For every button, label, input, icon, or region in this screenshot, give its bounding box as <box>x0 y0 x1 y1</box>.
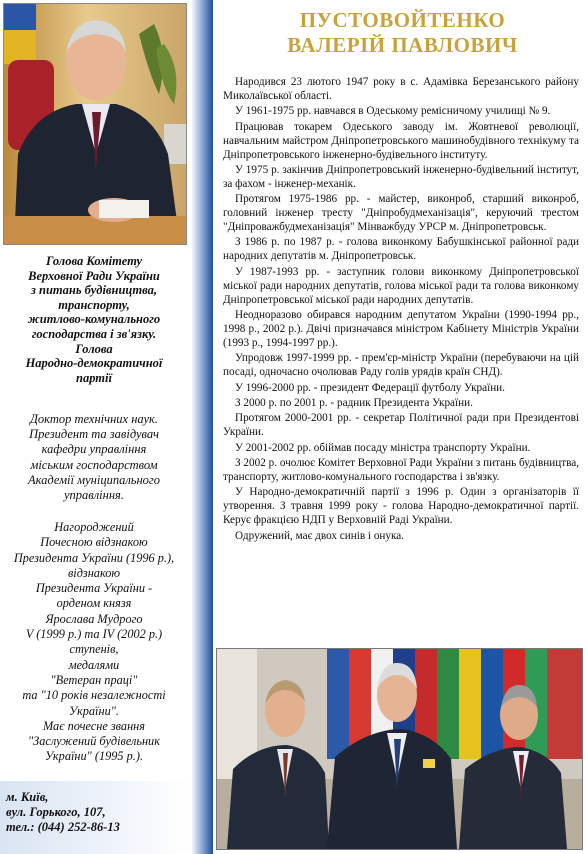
awards-text: Нагороджений Почесною відзнакою Президента України (1996 р.), відзнакою Президента України - орденом князя Ярослава Мудрого V (1999 р.) та IV (2002 р.) ступенів, медалями "Ветеран праці" та "10 років незалежності України". Має почесне звання "Заслужений будівельник України" (1995 р.). <box>13 520 175 764</box>
bio-paragraph: З 2002 р. очолює Комітет Верховної Ради України з питань будівництва, транспорту, житлово-комунального господарства і зв'язку. <box>223 457 579 483</box>
bio-paragraph: У 1987-1993 рр. - заступник голови виконкому Дніпропетровської міської ради народних депутатів, голова міської ради та голова виконкому Дніпропетровської міської ради народних депутатів. <box>223 265 579 306</box>
bio-paragraph: Протягом 1975-1986 рр. - майстер, виконроб, старший виконроб, головний інженер тресту "Дніпробудмеханізація", керуючий трестом "Дніпроважбудмеханізація" Мінважбуду УРСР м. Дніпропетровськ. <box>223 193 579 234</box>
biography <box>223 76 579 545</box>
bio-paragraph: Одружений, має двох синів і онука. <box>235 529 405 542</box>
given-names: ВАЛЕРІЙ ПАВЛОВИЧ <box>287 33 518 57</box>
bio-paragraph: У 1975 р. закінчив Дніпропетровський інженерно-будівельний інститут, за фахом - інженер-механік. <box>223 163 579 190</box>
bio-paragraph: У 2001-2002 рр. обіймав посаду міністра транспорту України. <box>235 441 531 454</box>
blue-divider <box>192 0 213 854</box>
academic-degree-text: Доктор технічних наук. Президент та завідувач кафедри управління міським господарством Академії муніципального управління. <box>27 412 161 503</box>
contact-info: м. Київ, вул. Горького, 107, тел.: (044) 252-86-13 <box>6 790 120 834</box>
bio-paragraph: Народився 23 лютого 1947 року в с. Адамівка Березанського району Миколаївської області. <box>223 76 579 102</box>
bio-paragraph: Упродовж 1997-1999 рр. - прем'єр-міністр України (перебуваючи на цій посаді, одночасно очолював Раду голів урядів країн СНД). <box>223 352 579 379</box>
surname: ПУСТОВОЙТЕНКО <box>299 8 506 32</box>
bio-paragraph: З 1986 р. по 1987 р. - голова виконкому Бабушкінської районної ради народних депутатів м. Дніпропетровськ. <box>223 236 579 263</box>
bio-paragraph: Працював токарем Одеського заводу ім. Жовтневої революції, навчальним майстром Дніпропетровського машинобудівного технікуму та Дніпропетровського інженерно-будівельного інституту. <box>223 120 579 161</box>
bio-paragraph: Неодноразово обирався народним депутатом України (1990-1994 рр., 1998 р., 2002 р.). Двічі призначався міністром Кабінету Міністрів України (1993 р., 1994-1997 рр.). <box>223 309 579 349</box>
page-title <box>225 8 580 58</box>
left-column <box>0 0 192 854</box>
bio-paragraph: У 1961-1975 рр. навчався в Одеському ремісничому училищі № 9. <box>235 105 551 118</box>
group-photo <box>216 648 583 850</box>
bio-paragraph: У Народно-демократичній партії з 1996 р. Один з організаторів її утворення. З травня 1999 року - голова Народно-демократичної партії. Керує фракцією НДП у Верховній Раді України. <box>223 486 579 527</box>
bio-paragraph: Протягом 2000-2001 рр. - секретар Політичної ради при Президентові України. <box>223 412 579 439</box>
portrait-photo <box>3 3 187 245</box>
bio-paragraph: У 1996-2000 рр. - президент Федерації футболу України. <box>235 381 505 394</box>
position-text: Голова Комітету Верховної Ради України з питань будівництва, транспорту, житлово-комунального господарства і зв'язку. Голова Народно-демократичної партії <box>25 254 163 385</box>
bio-paragraph: З 2000 р. по 2001 р. - радник Президента України. <box>235 396 473 409</box>
